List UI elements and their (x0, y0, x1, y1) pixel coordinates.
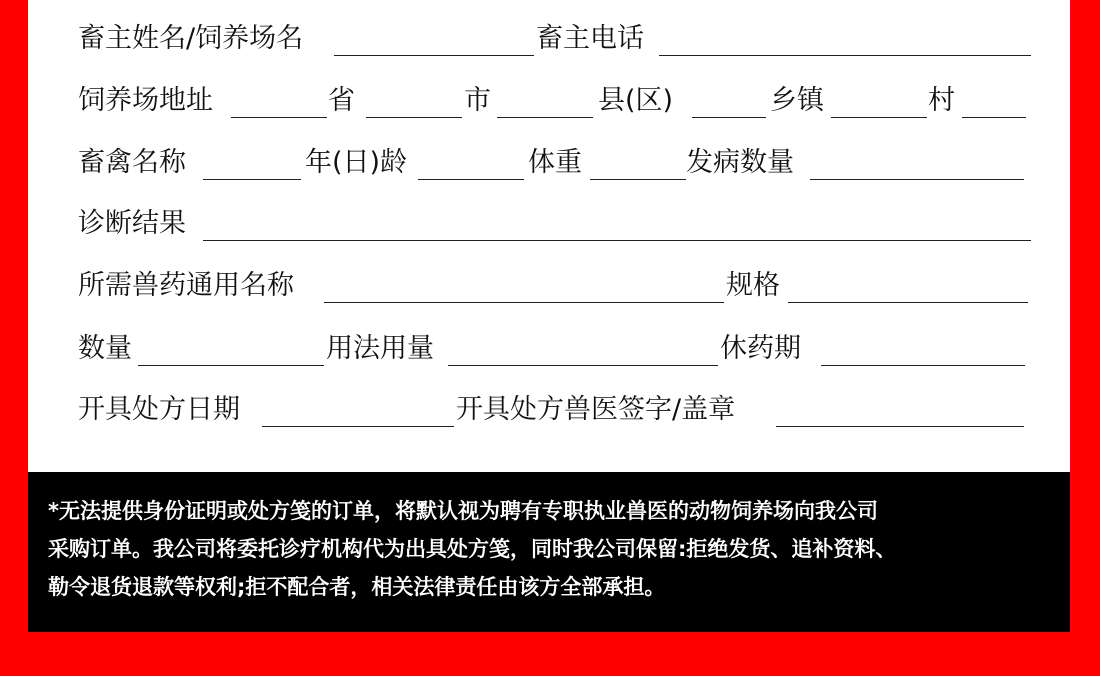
owner-phone-label: 畜主电话 (536, 23, 644, 54)
sick-count-field[interactable] (810, 179, 1024, 180)
weight-field[interactable] (590, 179, 686, 180)
city-field[interactable] (366, 117, 462, 118)
disclaimer-line: 勒令退货退款等权利;拒不配合者，相关法律责任由该方全部承担。 (48, 575, 666, 599)
spec-field[interactable] (788, 302, 1028, 303)
owner-phone-field[interactable] (659, 55, 1031, 56)
prescription-date-field[interactable] (262, 426, 454, 427)
village-name-field[interactable] (962, 117, 1026, 118)
disclaimer-line: 采购订单。我公司将委托诊疗机构代为出具处方笺，同时我公司保留:拒绝发货、追补资料、 (48, 537, 897, 561)
town-field[interactable] (692, 117, 766, 118)
diagnosis-label: 诊断结果 (78, 208, 186, 239)
village-field[interactable] (831, 117, 927, 118)
usage-label: 用法用量 (326, 333, 434, 364)
prescription-form (28, 0, 1070, 472)
quantity-field[interactable] (138, 365, 324, 366)
animal-name-field[interactable] (203, 179, 301, 180)
withdrawal-period-field[interactable] (821, 365, 1025, 366)
disclaimer-notice (28, 472, 1070, 632)
withdrawal-period-label: 休药期 (720, 333, 801, 364)
weight-label: 体重 (528, 147, 582, 178)
owner-name-label: 畜主姓名/饲养场名 (78, 23, 304, 54)
county-field[interactable] (497, 117, 593, 118)
vet-signature-field[interactable] (776, 426, 1024, 427)
usage-field[interactable] (448, 365, 718, 366)
animal-name-label: 畜禽名称 (78, 147, 186, 178)
drug-name-field[interactable] (324, 302, 724, 303)
prescription-date-label: 开具处方日期 (78, 394, 240, 425)
farm-address-label: 饲养场地址 (78, 85, 213, 116)
village-label: 村 (928, 85, 955, 116)
vet-signature-label: 开具处方兽医签字/盖章 (456, 394, 736, 425)
town-label: 乡镇 (770, 85, 824, 116)
province-field[interactable] (231, 117, 327, 118)
sick-count-label: 发病数量 (686, 147, 794, 178)
diagnosis-field[interactable] (203, 240, 1031, 241)
age-field[interactable] (418, 179, 524, 180)
owner-name-field[interactable] (334, 55, 534, 56)
disclaimer-line: *无法提供身份证明或处方笺的订单，将默认视为聘有专职执业兽医的动物饲养场向我公司 (48, 499, 878, 523)
quantity-label: 数量 (78, 333, 132, 364)
city-label: 市 (464, 85, 491, 116)
county-label: 县(区) (598, 85, 674, 116)
spec-label: 规格 (726, 270, 780, 301)
disclaimer-text (48, 492, 1048, 606)
province-label: 省 (328, 85, 355, 116)
age-label: 年(日)龄 (305, 147, 408, 178)
drug-name-label: 所需兽药通用名称 (78, 270, 294, 301)
